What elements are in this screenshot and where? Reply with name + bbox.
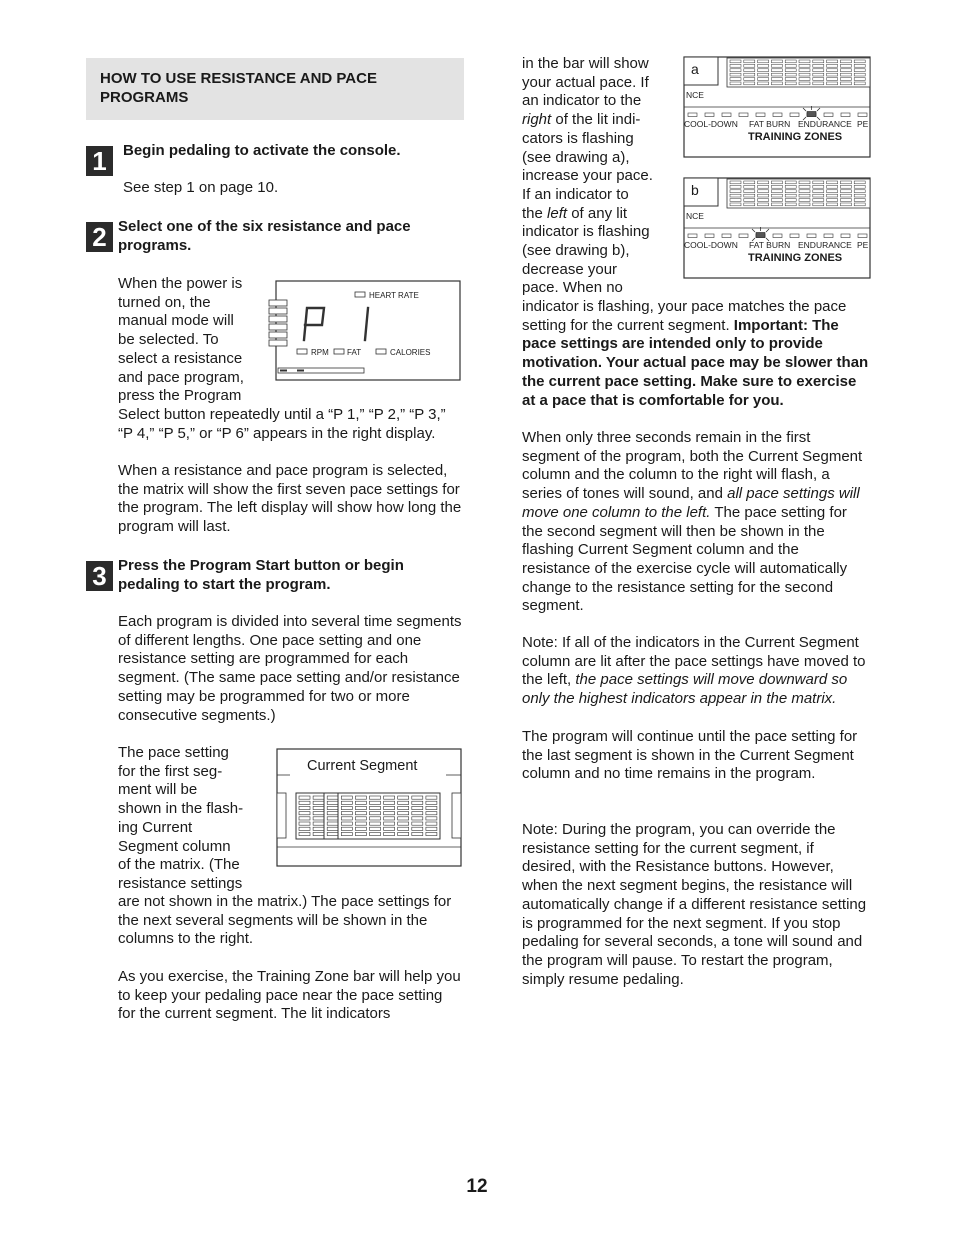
- figure-a-zone-bar: [688, 113, 871, 117]
- matrix-cell: [384, 827, 395, 830]
- matrix-cell: [730, 190, 741, 193]
- figure-b-zone-bar: [688, 234, 871, 238]
- step2-continued-text: Select button repeatedly until a “P 1,” “P 2,” “P 3,” “P 4,” “P 5,” or “P 6” appears in the right display.: [118, 406, 446, 442]
- matrix-cell: [785, 78, 796, 81]
- matrix-cell: [327, 796, 338, 799]
- calories-label: CALORIES: [390, 348, 431, 357]
- training-zone-figure-b: [683, 177, 871, 279]
- matrix-cell: [771, 190, 782, 193]
- figure-a-title: TRAINING ZONES: [748, 131, 843, 143]
- matrix-cell: [771, 82, 782, 85]
- matrix-cell: [327, 801, 338, 804]
- matrix-cell: [840, 190, 851, 193]
- matrix-cell: [813, 64, 824, 67]
- matrix-cell: [827, 73, 838, 76]
- matrix-cell: [744, 60, 755, 63]
- matrix-cell: [824, 234, 833, 238]
- matrix-cell: [412, 801, 423, 804]
- figure-b-title: TRAINING ZONES: [748, 252, 843, 264]
- matrix-cell: [854, 60, 865, 63]
- matrix-cell: [341, 796, 352, 799]
- matrix-cell: [771, 203, 782, 206]
- matrix-cell: [785, 199, 796, 202]
- matrix-cell: [370, 832, 381, 835]
- matrix-cell: [854, 181, 865, 184]
- figure-a-endurance-label: ENDURANCE: [798, 119, 852, 129]
- matrix-cell: [327, 827, 338, 830]
- matrix-cell: [398, 827, 409, 830]
- matrix-cell: [370, 806, 381, 809]
- matrix-cell: [744, 190, 755, 193]
- matrix-cell: [813, 203, 824, 206]
- matrix-cell: [355, 796, 366, 799]
- matrix-cell: [426, 806, 437, 809]
- matrix-cell: [813, 60, 824, 63]
- matrix-cell: [785, 60, 796, 63]
- matrix-cell: [355, 832, 366, 835]
- matrix-cell: [426, 796, 437, 799]
- matrix-cell: [840, 78, 851, 81]
- matrix-cell: [426, 801, 437, 804]
- matrix-cell: [827, 69, 838, 72]
- matrix-cell: [341, 822, 352, 825]
- right-paragraph-2: When only three seconds remain in the first segment of the program, both the Current Segment column and the column to the right will flash, a series of tones will sound, and all pace settings will move one column to the left. The pace setting for the second segment will then be shown in the flashing Current Segment column and the resistance of the exercise cycle will automatically change to the resistance setting for the second segment.: [522, 429, 863, 615]
- matrix-cell: [854, 190, 865, 193]
- matrix-cell: [799, 181, 810, 184]
- right-wrap-text: in the bar will show your actual pace. If an indicator to the right of the lit indi- cators is flashing (see drawing a), increase your pace. If an indicator to the left of any lit indicator is flashing (see drawing b), decrease your pace. When no: [522, 55, 653, 297]
- step-number-1: 1: [86, 146, 113, 176]
- matrix-cell: [807, 234, 816, 238]
- matrix-cell: [758, 181, 769, 184]
- pace-matrix: [296, 793, 440, 839]
- matrix-cell: [799, 78, 810, 81]
- matrix-cell: [370, 812, 381, 815]
- matrix-cell: [840, 199, 851, 202]
- matrix-cell: [813, 199, 824, 202]
- matrix-cell: [313, 817, 324, 820]
- step2-wrap-text: When the power is turned on, the manual mode will be selected. To select a resistance and pace program, press the Program: [118, 275, 244, 405]
- matrix-cell: [412, 822, 423, 825]
- matrix-cell: [341, 817, 352, 820]
- matrix-cell: [398, 796, 409, 799]
- matrix-cell: [854, 199, 865, 202]
- right-continued-text: indicator is flashing, your pace matches the pace setting for the current segment. Important: The pace settings are intended only to provide motivation. Your actual pace may be slower than the current pace setting. Make sure to exercise at a pace that is comfortable for you.: [522, 298, 869, 409]
- matrix-cell: [813, 69, 824, 72]
- matrix-cell: [739, 234, 748, 238]
- matrix-cell: [758, 199, 769, 202]
- matrix-cell: [744, 203, 755, 206]
- matrix-cell: [370, 796, 381, 799]
- matrix-cell: [771, 185, 782, 188]
- matrix-cell: [730, 64, 741, 67]
- matrix-cell: [758, 69, 769, 72]
- figure-a-letter: a: [691, 61, 699, 77]
- matrix-cell: [771, 78, 782, 81]
- matrix-cell: [313, 812, 324, 815]
- matrix-cell: [827, 190, 838, 193]
- matrix-cell: [827, 185, 838, 188]
- figure-b-endurance-label: ENDURANCE: [798, 240, 852, 250]
- matrix-cell: [758, 194, 769, 197]
- matrix-cell: [758, 82, 769, 85]
- figure-b-matrix: [727, 179, 870, 208]
- matrix-cell: [355, 817, 366, 820]
- section-title: HOW TO USE RESISTANCE AND PACE PROGRAMS: [100, 70, 377, 106]
- matrix-cell: [299, 812, 310, 815]
- matrix-cell: [355, 801, 366, 804]
- matrix-cell: [412, 827, 423, 830]
- matrix-cell: [327, 832, 338, 835]
- matrix-cell: [813, 78, 824, 81]
- matrix-cell: [299, 801, 310, 804]
- console-display-figure: [268, 280, 462, 382]
- matrix-cell: [840, 64, 851, 67]
- matrix-cell: [327, 822, 338, 825]
- matrix-cell: [299, 832, 310, 835]
- matrix-cell: [688, 234, 697, 238]
- matrix-cell: [785, 185, 796, 188]
- matrix-cell: [799, 203, 810, 206]
- current-segment-figure: [276, 748, 462, 868]
- matrix-cell: [827, 181, 838, 184]
- matrix-cell: [827, 82, 838, 85]
- matrix-cell: [799, 185, 810, 188]
- matrix-cell: [384, 796, 395, 799]
- step3-wrap-text: The pace setting for the first seg- ment will be shown in the flash- ing Current Segment column of the matrix. (The resistance settings: [118, 744, 244, 892]
- program-readout: [304, 308, 368, 340]
- matrix-cell: [313, 801, 324, 804]
- matrix-cell: [813, 82, 824, 85]
- matrix-cell: [412, 796, 423, 799]
- matrix-cell: [744, 181, 755, 184]
- matrix-cell: [854, 203, 865, 206]
- matrix-cell: [398, 806, 409, 809]
- matrix-cell: [841, 113, 850, 117]
- matrix-cell: [384, 806, 395, 809]
- matrix-cell: [827, 78, 838, 81]
- matrix-cell: [730, 60, 741, 63]
- matrix-cell: [799, 82, 810, 85]
- matrix-cell: [299, 822, 310, 825]
- matrix-cell: [384, 822, 395, 825]
- matrix-cell: [785, 73, 796, 76]
- matrix-cell: [771, 181, 782, 184]
- matrix-cell: [341, 806, 352, 809]
- matrix-cell: [355, 827, 366, 830]
- matrix-cell: [771, 194, 782, 197]
- matrix-cell: [688, 113, 697, 117]
- step2-paragraph-2: When a resistance and pace program is selected, the matrix will show the first seven pace settings for the program. The left display will show how long the program will last.: [118, 462, 462, 536]
- matrix-cell: [756, 113, 765, 117]
- right-paragraph-5: Note: During the program, you can override the resistance setting for the current segment, if desired, with the Resistance buttons. However, when the next segment begins, the resistance will automatically change if a different resistance setting is programmed for the next segment. If you stop pedaling for several seconds, a tone will sound and the program will pause. To restart the program, simply resume pedaling.: [522, 821, 867, 988]
- matrix-cell: [799, 190, 810, 193]
- matrix-cell: [840, 60, 851, 63]
- matrix-cell: [327, 806, 338, 809]
- matrix-cell: [790, 234, 799, 238]
- matrix-cell: [827, 199, 838, 202]
- matrix-cell: [858, 113, 867, 117]
- matrix-cell: [705, 113, 714, 117]
- matrix-cell: [785, 64, 796, 67]
- step1-text: See step 1 on page 10.: [123, 179, 279, 196]
- matrix-cell: [771, 199, 782, 202]
- step1-heading: Begin pedaling to activate the console.: [123, 142, 401, 159]
- step3-paragraph-1: Each program is divided into several time segments of different lengths. One pace setting and one resistance setting are programmed for each segment. (The same pace setting and/or resistance setting may be programmed for two or more consecutive segments.): [118, 613, 462, 724]
- matrix-cell: [758, 73, 769, 76]
- fat-label: FAT: [347, 348, 362, 357]
- matrix-cell: [313, 822, 324, 825]
- matrix-cell: [854, 73, 865, 76]
- matrix-cell: [744, 194, 755, 197]
- matrix-cell: [790, 113, 799, 117]
- matrix-cell: [799, 64, 810, 67]
- matrix-cell: [827, 60, 838, 63]
- matrix-cell: [744, 78, 755, 81]
- matrix-cell: [854, 194, 865, 197]
- matrix-cell: [773, 113, 782, 117]
- training-zone-figure-a: [683, 56, 871, 158]
- figure-a-cooldown-label: COOL-DOWN: [684, 119, 738, 129]
- matrix-cell: [384, 812, 395, 815]
- right-paragraph-4: The program will continue until the pace setting for the last segment is shown in the Current Segment column and no time remains in the program.: [522, 728, 858, 783]
- matrix-cell: [412, 832, 423, 835]
- matrix-cell: [384, 817, 395, 820]
- matrix-cell: [299, 796, 310, 799]
- matrix-cell: [771, 69, 782, 72]
- matrix-cell: [840, 194, 851, 197]
- matrix-cell: [840, 181, 851, 184]
- matrix-cell: [758, 64, 769, 67]
- matrix-cell: [744, 185, 755, 188]
- rpm-label: RPM: [311, 348, 329, 357]
- matrix-cell: [327, 812, 338, 815]
- matrix-cell: [771, 73, 782, 76]
- matrix-cell: [313, 832, 324, 835]
- matrix-cell: [744, 82, 755, 85]
- matrix-cell: [722, 234, 731, 238]
- matrix-cell: [299, 806, 310, 809]
- matrix-cell: [744, 199, 755, 202]
- figure-a-pe-label: PE: [857, 119, 869, 129]
- matrix-cell: [813, 181, 824, 184]
- figure-a-flash-marker: [803, 106, 820, 120]
- matrix-cell: [840, 185, 851, 188]
- matrix-cell: [730, 181, 741, 184]
- figure-b-cooldown-label: COOL-DOWN: [684, 240, 738, 250]
- matrix-cell: [758, 190, 769, 193]
- matrix-cell: [744, 64, 755, 67]
- matrix-cell: [370, 827, 381, 830]
- figure-a-matrix: [727, 58, 870, 87]
- matrix-cell: [398, 832, 409, 835]
- right-paragraph-3: Note: If all of the indicators in the Current Segment column are lit after the pace settings have moved to the left, the pace settings will move downward so only the highest indicators appear in the matrix.: [522, 634, 866, 708]
- page-number: 12: [466, 1176, 488, 1197]
- matrix-cell: [840, 69, 851, 72]
- matrix-cell: [785, 82, 796, 85]
- matrix-cell: [398, 817, 409, 820]
- matrix-cell: [412, 806, 423, 809]
- matrix-cell: [313, 806, 324, 809]
- matrix-cell: [799, 69, 810, 72]
- matrix-cell: [341, 812, 352, 815]
- matrix-cell: [744, 69, 755, 72]
- matrix-cell: [384, 801, 395, 804]
- matrix-cell: [370, 801, 381, 804]
- matrix-cell: [730, 203, 741, 206]
- figure-b-letter: b: [691, 182, 699, 198]
- matrix-cell: [355, 812, 366, 815]
- figure-b-fatburn-label: FAT BURN: [749, 240, 791, 250]
- matrix-cell: [813, 185, 824, 188]
- matrix-cell: [313, 827, 324, 830]
- matrix-cell: [426, 822, 437, 825]
- matrix-cell: [799, 194, 810, 197]
- matrix-cell: [854, 69, 865, 72]
- step3-heading: Press the Program Start button or begin pedaling to start the program.: [118, 557, 404, 593]
- figure-b-nce-label: NCE: [686, 211, 704, 221]
- matrix-cell: [299, 827, 310, 830]
- matrix-cell: [858, 234, 867, 238]
- matrix-cell: [841, 234, 850, 238]
- matrix-cell: [799, 60, 810, 63]
- matrix-cell: [299, 817, 310, 820]
- matrix-cell: [771, 64, 782, 67]
- matrix-cell: [785, 194, 796, 197]
- matrix-cell: [412, 817, 423, 820]
- matrix-cell: [840, 82, 851, 85]
- matrix-cell: [296, 793, 440, 839]
- matrix-cell: [739, 113, 748, 117]
- matrix-cell: [398, 801, 409, 804]
- matrix-cell: [827, 64, 838, 67]
- matrix-cell: [758, 78, 769, 81]
- matrix-cell: [771, 60, 782, 63]
- section-header: [86, 58, 464, 120]
- matrix-cell: [398, 822, 409, 825]
- matrix-cell: [854, 82, 865, 85]
- matrix-cell: [799, 73, 810, 76]
- matrix-cell: [730, 78, 741, 81]
- matrix-cell: [370, 822, 381, 825]
- matrix-cell: [370, 817, 381, 820]
- matrix-cell: [744, 73, 755, 76]
- matrix-cell: [840, 73, 851, 76]
- matrix-cell: [785, 69, 796, 72]
- matrix-cell: [758, 185, 769, 188]
- matrix-cell: [827, 203, 838, 206]
- matrix-cell: [705, 234, 714, 238]
- matrix-cell: [730, 73, 741, 76]
- matrix-cell: [854, 185, 865, 188]
- matrix-cell: [758, 60, 769, 63]
- matrix-cell: [785, 190, 796, 193]
- program-readout-text: P 1: [268, 280, 270, 281]
- matrix-cell: [426, 827, 437, 830]
- step3-paragraph-3: As you exercise, the Training Zone bar will help you to keep your pedaling pace near the pace setting for the current segment. The lit indicators: [118, 968, 461, 1023]
- matrix-cell: [341, 827, 352, 830]
- matrix-cell: [341, 832, 352, 835]
- matrix-cell: [813, 190, 824, 193]
- matrix-cell: [722, 113, 731, 117]
- matrix-cell: [313, 796, 324, 799]
- matrix-cell: [785, 203, 796, 206]
- heart-rate-label: HEART RATE: [369, 291, 419, 300]
- matrix-cell: [758, 203, 769, 206]
- matrix-cell: [355, 822, 366, 825]
- matrix-cell: [426, 817, 437, 820]
- matrix-cell: [854, 78, 865, 81]
- matrix-cell: [785, 181, 796, 184]
- matrix-cell: [730, 185, 741, 188]
- matrix-cell: [730, 194, 741, 197]
- matrix-cell: [840, 203, 851, 206]
- step-number-3: 3: [86, 561, 113, 591]
- matrix-cell: [827, 194, 838, 197]
- matrix-cell: [799, 199, 810, 202]
- matrix-cell: [341, 801, 352, 804]
- matrix-cell: [398, 812, 409, 815]
- step3-continued-text: are not shown in the matrix.) The pace settings for the next several segments will be shown in the columns to the right.: [118, 893, 452, 948]
- matrix-cell: [730, 69, 741, 72]
- matrix-cell: [426, 832, 437, 835]
- current-segment-label: Current Segment: [307, 758, 418, 774]
- matrix-cell: [327, 817, 338, 820]
- matrix-cell: [384, 832, 395, 835]
- matrix-cell: [813, 194, 824, 197]
- figure-b-flash-marker: [752, 227, 769, 241]
- step-number-2: 2: [86, 222, 113, 252]
- step2-heading: Select one of the six resistance and pace programs.: [118, 218, 411, 254]
- matrix-cell: [854, 64, 865, 67]
- matrix-cell: [355, 806, 366, 809]
- matrix-cell: [412, 812, 423, 815]
- figure-a-nce-label: NCE: [686, 90, 704, 100]
- matrix-cell: [773, 234, 782, 238]
- figure-b-pe-label: PE: [857, 240, 869, 250]
- matrix-cell: [426, 812, 437, 815]
- matrix-cell: [824, 113, 833, 117]
- matrix-cell: [730, 199, 741, 202]
- figure-a-fatburn-label: FAT BURN: [749, 119, 791, 129]
- matrix-cell: [813, 73, 824, 76]
- matrix-cell: [730, 82, 741, 85]
